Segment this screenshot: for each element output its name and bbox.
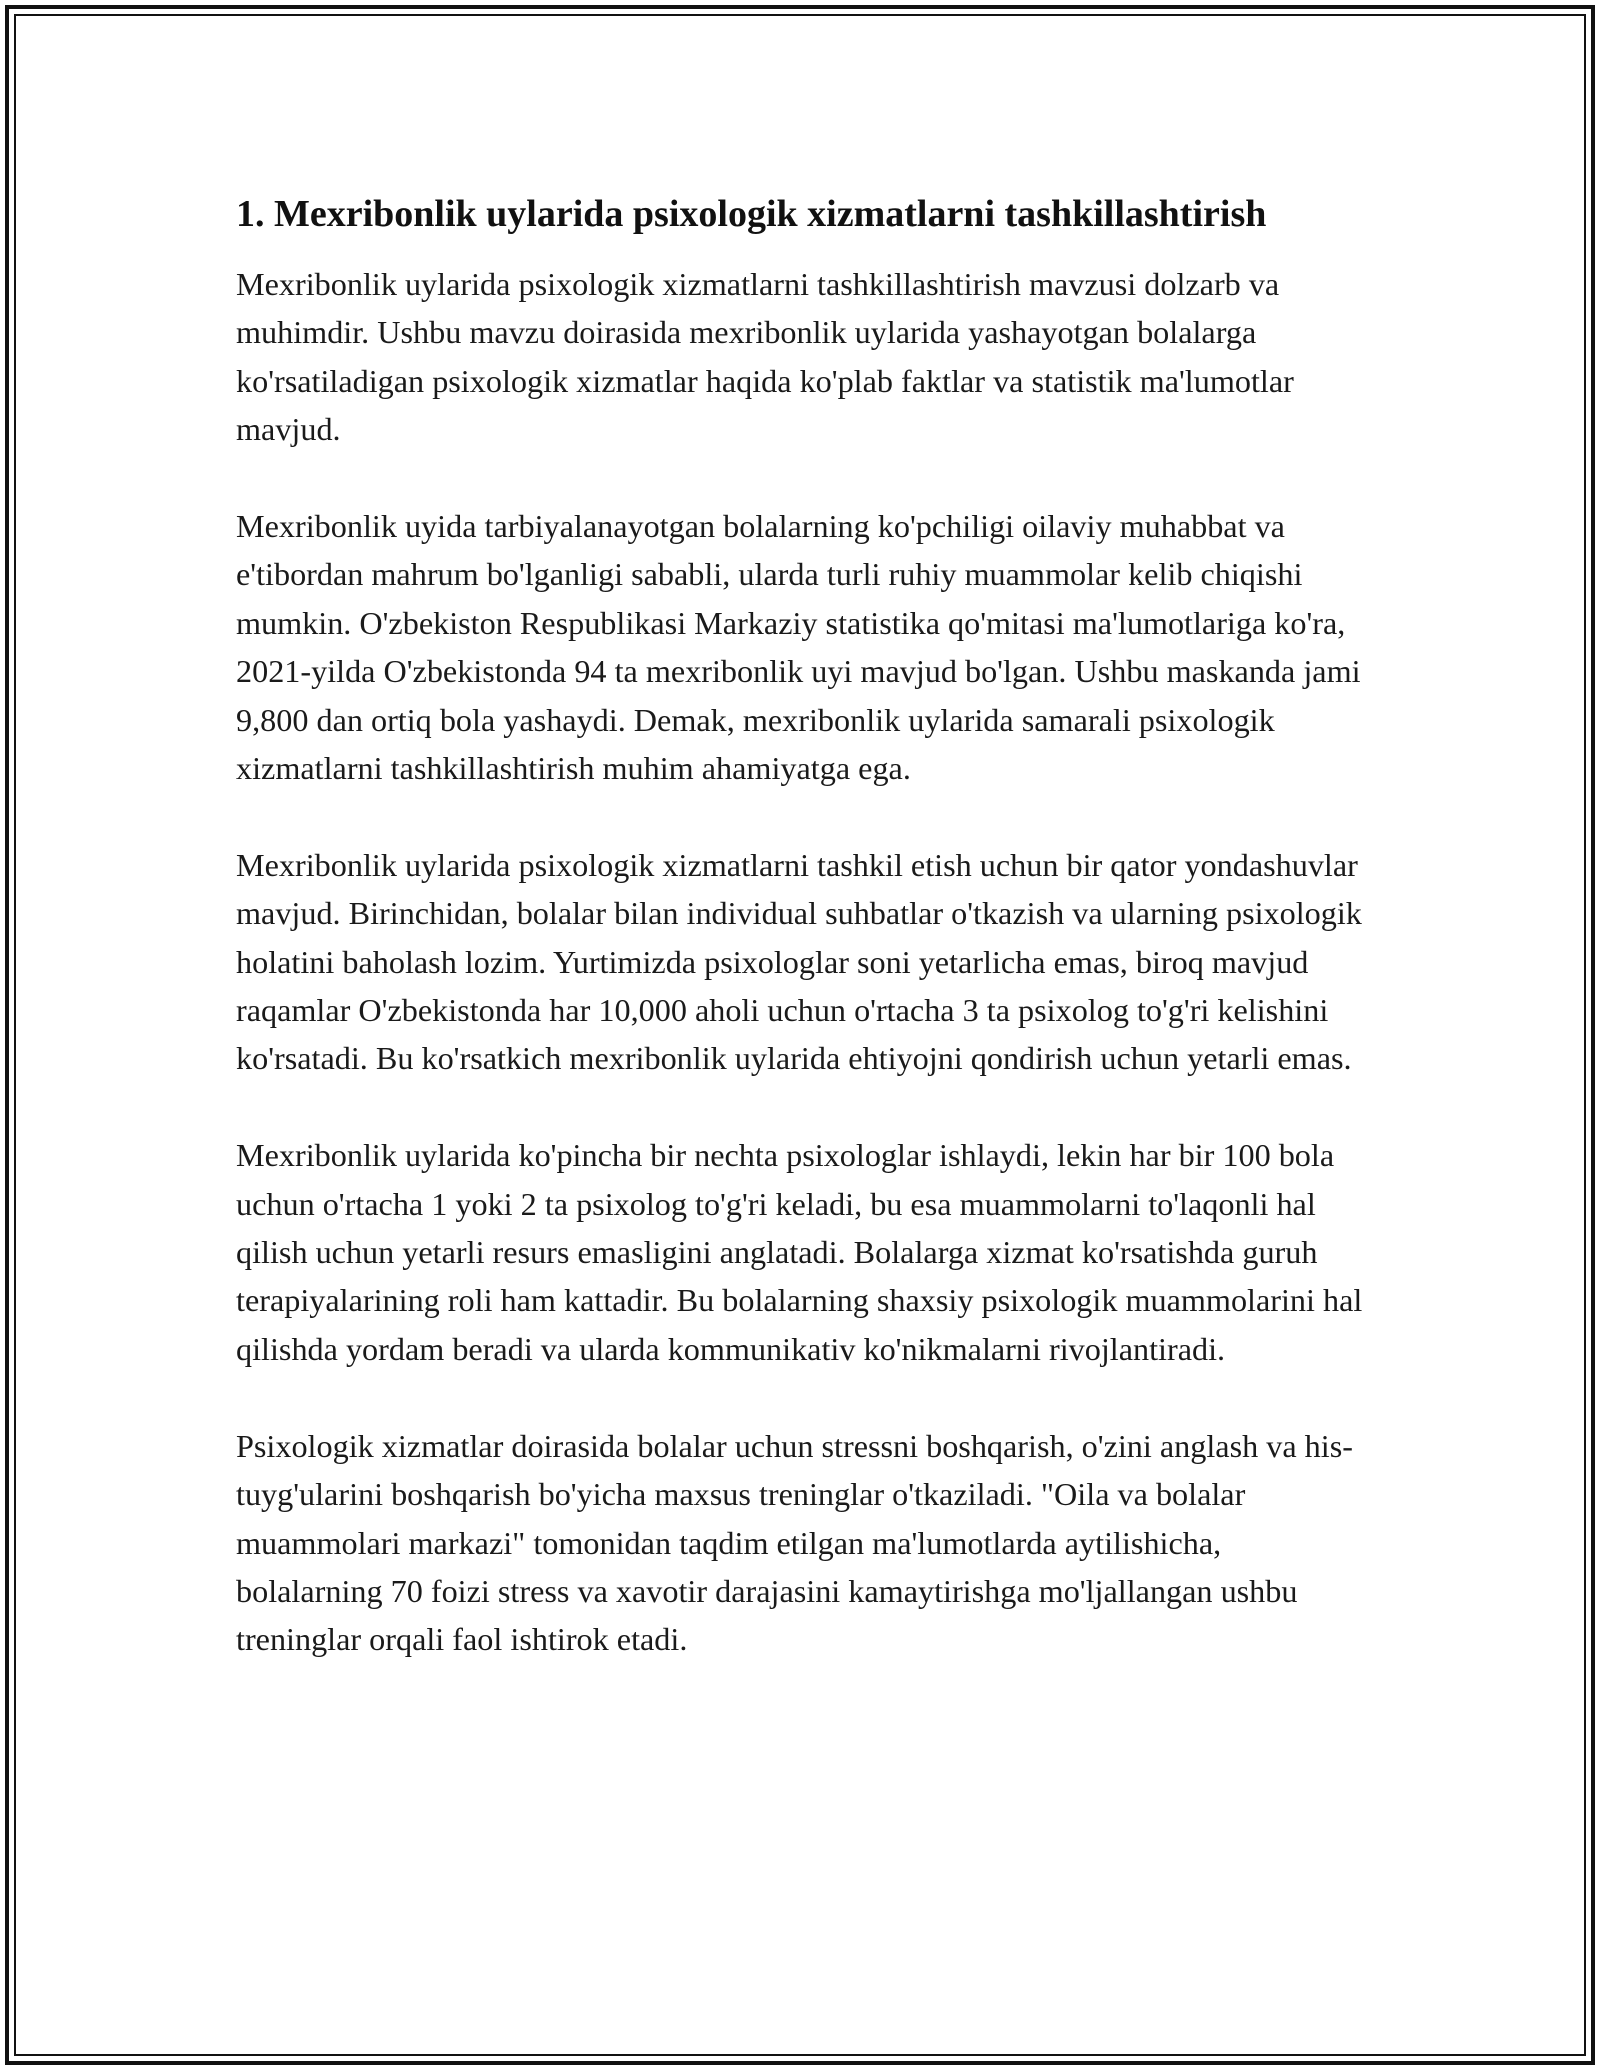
paragraph-1: Mexribonlik uylarida psixologik xizmatlarni tashkillashtirish mavzusi dolzarb va muhimdir. Ushbu mavzu doirasida mexribonlik uylarida yashayotgan bolalarga ko'rsatiladigan psixologik xizmatlar haqida ko'plab faktlar va statistik ma'lumotlar mavjud. xyxy=(236,266,1294,448)
paragraph-5: Psixologik xizmatlar doirasida bolalar uchun stressni boshqarish, o'zini anglash va his-tuyg'ularini boshqarish bo'yicha maxsus treninglar o'tkaziladi. "Oila va bolalar muammolari markazi" tomonidan taqdim etilgan ma'lumotlarda aytilishicha, bolalarning 70 foizi stress va xavotir darajasini kamaytirishga mo'ljallangan ushbu treninglar orqali faol ishtirok etadi. xyxy=(236,1427,1353,1658)
section-heading: 1. Mexribonlik uylarida psixologik xizmatlarni tashkillashtirish xyxy=(236,193,1267,235)
paragraph-4: Mexribonlik uylarida ko'pincha bir nechta psixologlar ishlaydi, lekin har bir 100 bola uchun o'rtacha 1 yoki 2 ta psixolog to'g'ri keladi, bu esa muammolarni to'laqonli hal qilish uchun yetarli resurs emasligini anglatadi. Bolalarga xizmat ko'rsatishda guruh terapiyalarining roli ham kattadir. Bu bolalarning shaxsiy psixologik muammolarini hal qilishda yordam beradi va ularda kommunikativ ko'nikmalarni rivojlantiradi. xyxy=(236,1137,1363,1367)
document-body xyxy=(236,186,1366,1712)
paragraph-2: Mexribonlik uyida tarbiyalanayotgan bolalarning ko'pchiligi oilaviy muhabbat va e'tibordan mahrum bo'lganligi sababli, ularda turli ruhiy muammolar kelib chiqishi mumkin. O'zbekiston Respublikasi Markaziy statistika qo'mitasi ma'lumotlariga ko'ra, 2021-yilda O'zbekistonda 94 ta mexribonlik uyi mavjud bo'lgan. Ushbu maskanda jami 9,800 dan ortiq bola yashaydi. Demak, mexribonlik uylarida samarali psixologik xizmatlarni tashkillashtirish muhim ahamiyatga ega. xyxy=(236,508,1361,787)
paragraph-3: Mexribonlik uylarida psixologik xizmatlarni tashkil etish uchun bir qator yondashuvlar mavjud. Birinchidan, bolalar bilan individual suhbatlar o'tkazish va ularning psixologik holatini baholash lozim. Yurtimizda psixologlar soni yetarlicha emas, biroq mavjud raqamlar O'zbekistonda har 10,000 aholi uchun o'rtacha 3 ta psixolog to'g'ri kelishini ko'rsatadi. Bu ko'rsatkich mexribonlik uylarida ehtiyojni qondirish uchun yetarli emas. xyxy=(236,846,1362,1077)
